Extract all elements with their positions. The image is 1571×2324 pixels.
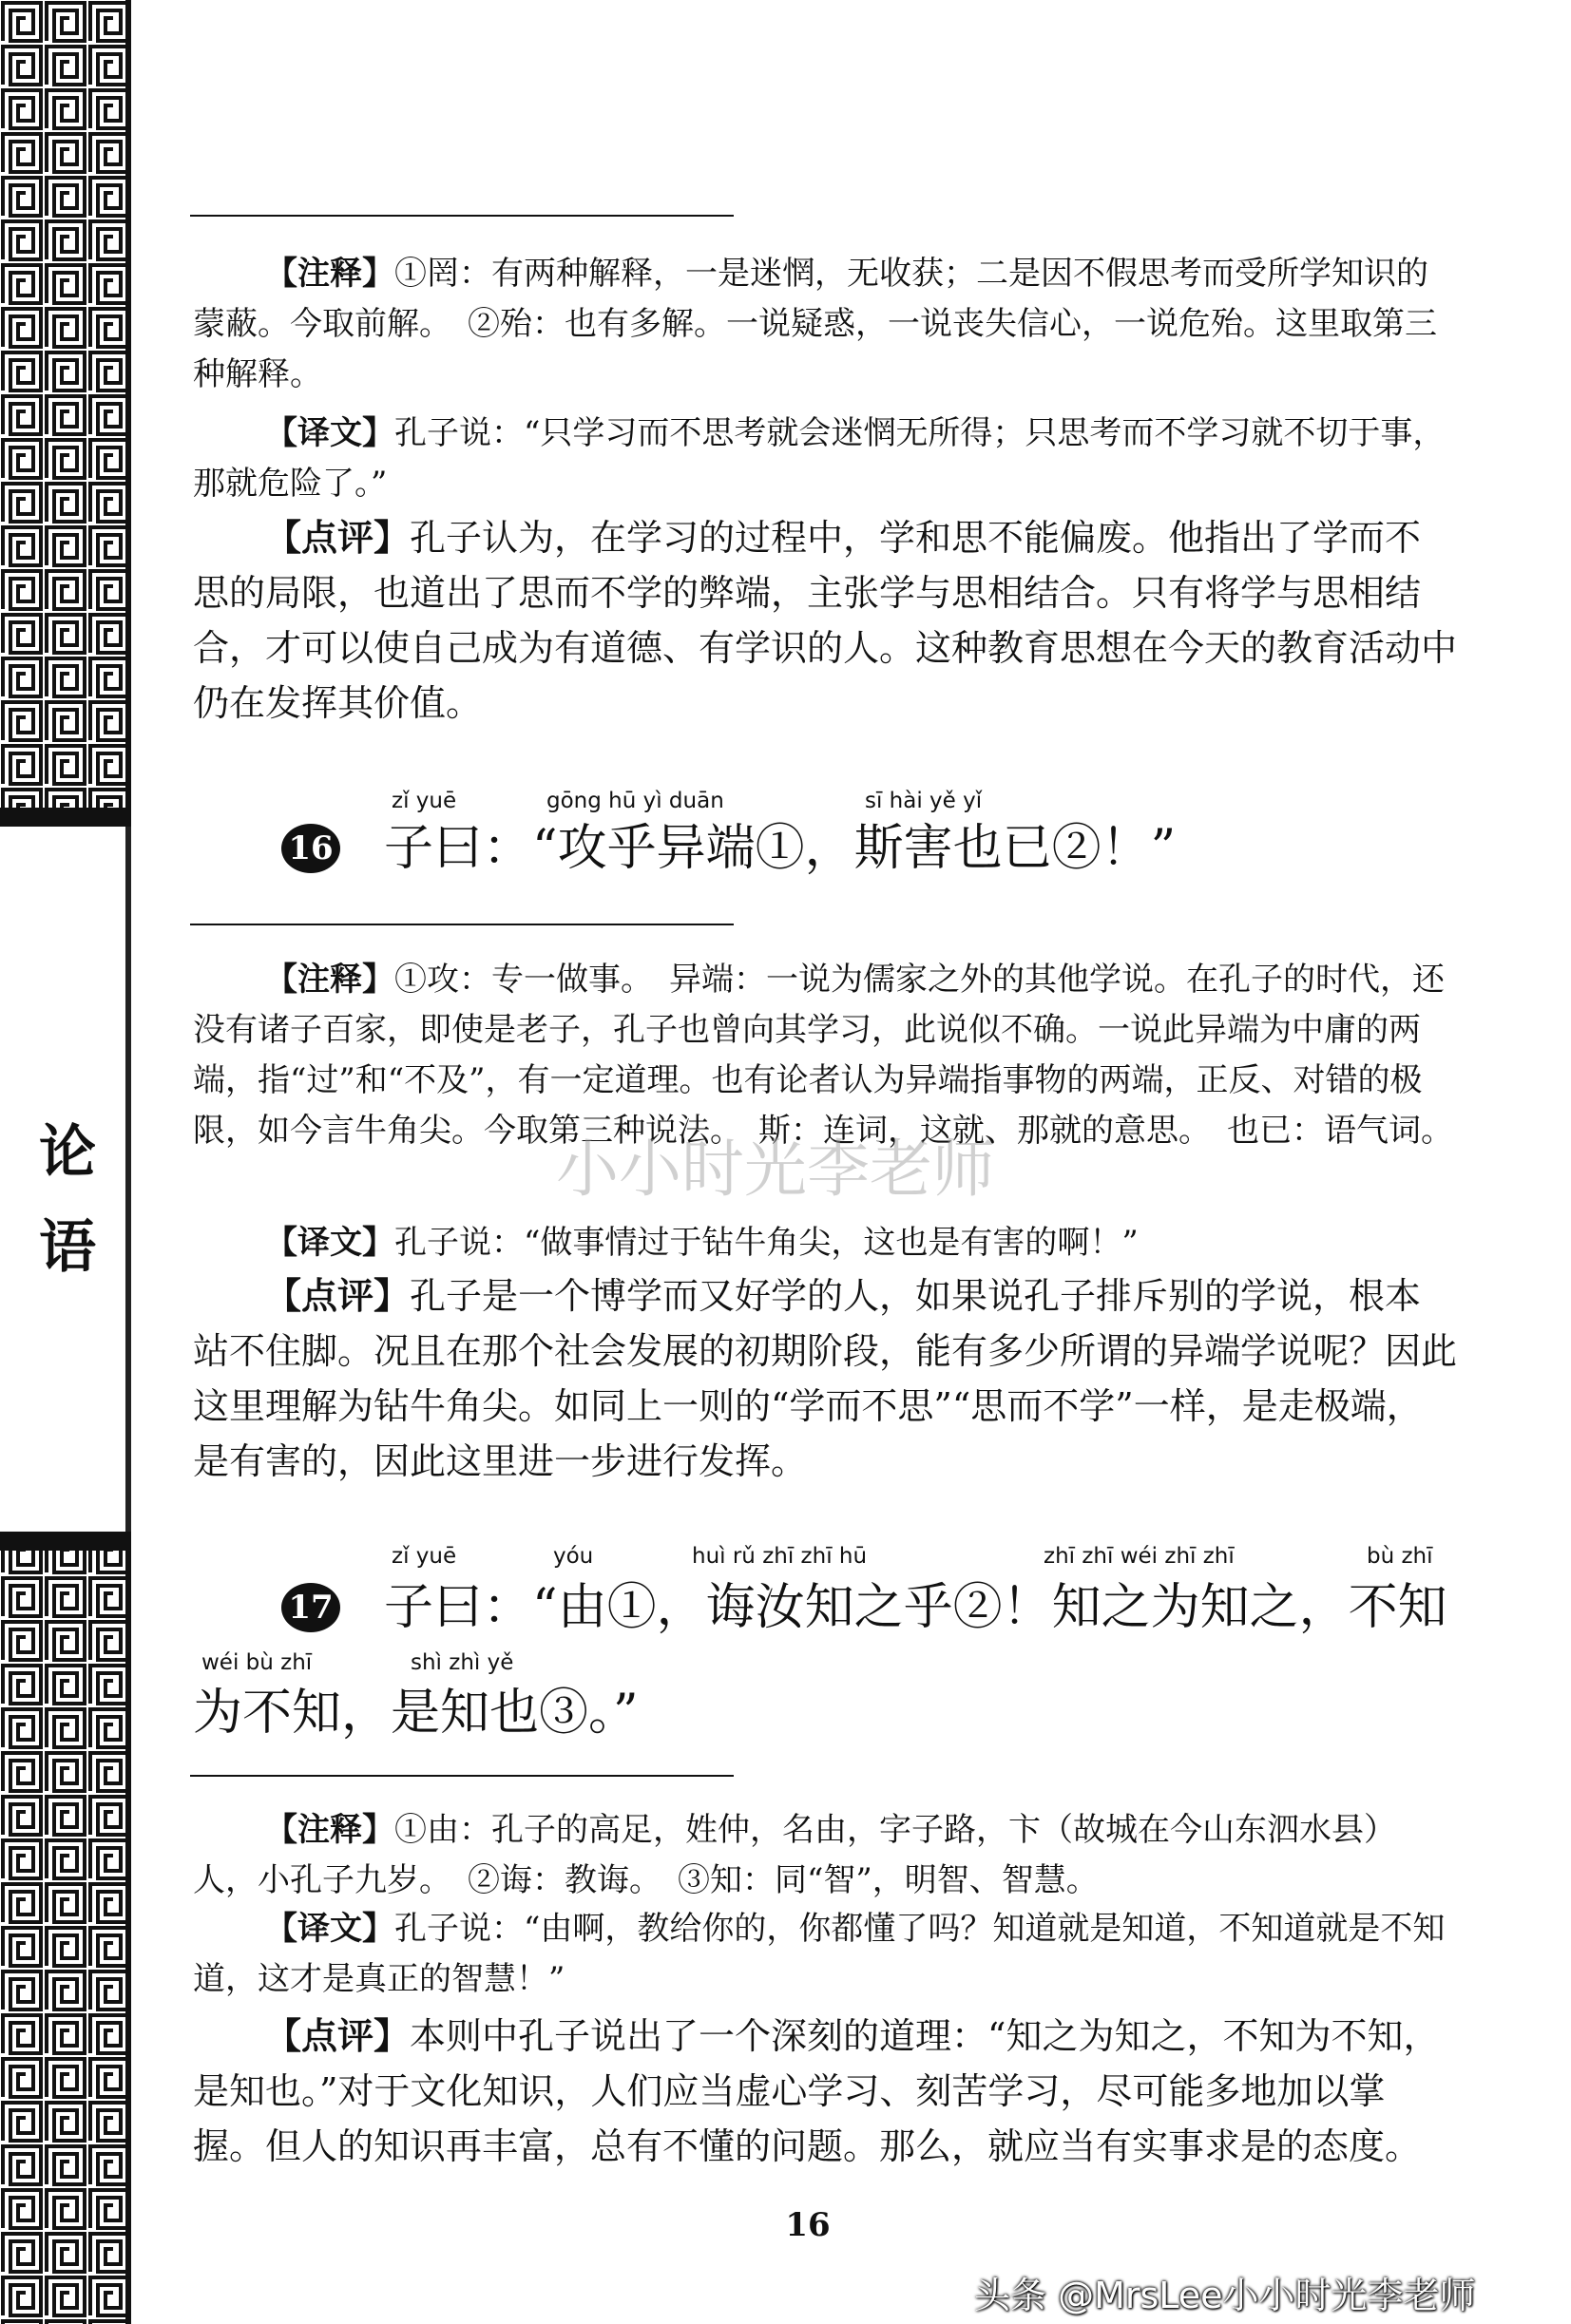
comment-tag: 【点评】 — [265, 517, 411, 559]
pinyin: zhī zhī wéi zhī zhī — [1044, 1544, 1235, 1569]
note-tag: 【注释】 — [265, 255, 394, 293]
section-rule — [190, 1775, 734, 1777]
pinyin: zǐ yuē — [392, 789, 457, 813]
side-title-char-2: 语 — [39, 1214, 96, 1281]
pinyin: gōng hū yì duān — [546, 789, 724, 813]
pinyin: zǐ yuē — [392, 1544, 457, 1569]
note-text: ①攻：专一做事。 异端：一说为儒家之外的其他学说。在孔子的时代，还没有诸子百家，即使是老子，孔子也曾向其学习，此说似不确。一说此异端为中庸的两端，指“过”和“不及”，有一定道理。也有论者认为异端指事物的两端，正反、对错的极限，如今言牛角尖。今取第三种说法。 斯：连词，这就、那就的意思。 也已：语气词。 — [193, 961, 1453, 1150]
verse-number: 17 — [281, 1583, 340, 1632]
section-rule — [190, 924, 734, 925]
note-tag: 【注释】 — [265, 1811, 394, 1849]
translation-paragraph — [193, 1218, 1457, 1268]
comment-text: 孔子是一个博学而又好学的人，如果说孔子排斥别的学说，根本站不住脚。况且在那个社会发展的初期阶段，能有多少所谓的异端学说呢？因此这里理解为钻牛角尖。如同上一则的“学而不思”“思而不学”一样，是走极端，是有害的，因此这里进一步进行发挥。 — [193, 1275, 1458, 1482]
verse-heading-line-2: 为不知，是知也③。” — [193, 1685, 639, 1742]
comment-paragraph — [193, 1268, 1457, 1489]
pinyin: yóu — [553, 1544, 594, 1569]
pinyin: shì zhì yě — [411, 1650, 514, 1675]
comment-tag: 【点评】 — [265, 2015, 411, 2057]
section-rule — [190, 215, 734, 217]
fret-border-top — [0, 0, 131, 827]
translation-text: 孔子说：“做事情过于钻牛角尖，这也是有害的啊！” — [394, 1224, 1139, 1262]
comment-paragraph — [193, 510, 1457, 731]
watermark-text: 小小时光李老师 — [556, 1133, 995, 1206]
comment-paragraph — [193, 2009, 1457, 2174]
translation-tag: 【译文】 — [265, 1910, 394, 1948]
footer-watermark: 头条 @MrsLee小小时光李老师 — [974, 2275, 1476, 2316]
page-number: 16 — [785, 2206, 831, 2244]
translation-tag: 【译文】 — [265, 414, 394, 452]
translation-text: 孔子说：“由啊，教给你的，你都懂了吗？知道就是知道，不知道就是不知道，这才是真正的智慧！” — [193, 1910, 1446, 1998]
note-paragraph — [193, 249, 1457, 400]
note-tag: 【注释】 — [265, 961, 394, 999]
translation-text: 孔子说：“只学习而不思考就会迷惘无所得；只思考而不学习就不切于事，那就危险了。” — [193, 414, 1446, 503]
pinyin: sī hài yě yǐ — [865, 789, 983, 813]
translation-paragraph — [193, 1904, 1457, 2005]
fret-border-bottom — [0, 1532, 131, 2324]
note-text: ①罔：有两种解释，一是迷惘，无收获；二是因不假思考而受所学知识的蒙蔽。今取前解。 ②殆：也有多解。一说疑惑，一说丧失信心，一说危殆。这里取第三种解释。 — [193, 255, 1437, 393]
pinyin: huì rǔ zhī zhī hū — [692, 1544, 868, 1569]
verse-heading-line-1: 子曰：“由①，诲汝知之乎②！知之为知之，不知 — [384, 1579, 1447, 1636]
comment-text: 本则中孔子说出了一个深刻的道理：“知之为知之，不知为不知，是知也。”对于文化知识，人们应当虚心学习、刻苦学习，尽可能多地加以掌握。但人的知识再丰富，总有不懂的问题。那么，就应当有实事求是的态度。 — [193, 2015, 1440, 2167]
note-paragraph — [193, 1805, 1457, 1906]
translation-paragraph — [193, 409, 1457, 509]
verse-heading: 子曰：“攻乎异端①，斯害也已②！” — [384, 820, 1177, 877]
comment-text: 孔子认为，在学习的过程中，学和思不能偏废。他指出了学而不思的局限，也道出了思而不学的弊端，主张学与思相结合。只有将学与思相结合，才可以使自己成为有道德、有学识的人。这种教育思想在今天的教育活动中仍在发挥其价值。 — [193, 517, 1458, 724]
verse-number: 16 — [281, 824, 340, 873]
pinyin: bù zhī — [1367, 1544, 1433, 1569]
note-text: ①由：孔子的高足，姓仲，名由，字子路，卞（故城在今山东泗水县）人，小孔子九岁。 ②诲：教诲。 ③知：同“智”，明智、智慧。 — [193, 1811, 1396, 1899]
translation-tag: 【译文】 — [265, 1224, 394, 1262]
pinyin: wéi bù zhī — [201, 1650, 313, 1675]
side-title-char-1: 论 — [39, 1119, 96, 1186]
comment-tag: 【点评】 — [265, 1275, 411, 1317]
